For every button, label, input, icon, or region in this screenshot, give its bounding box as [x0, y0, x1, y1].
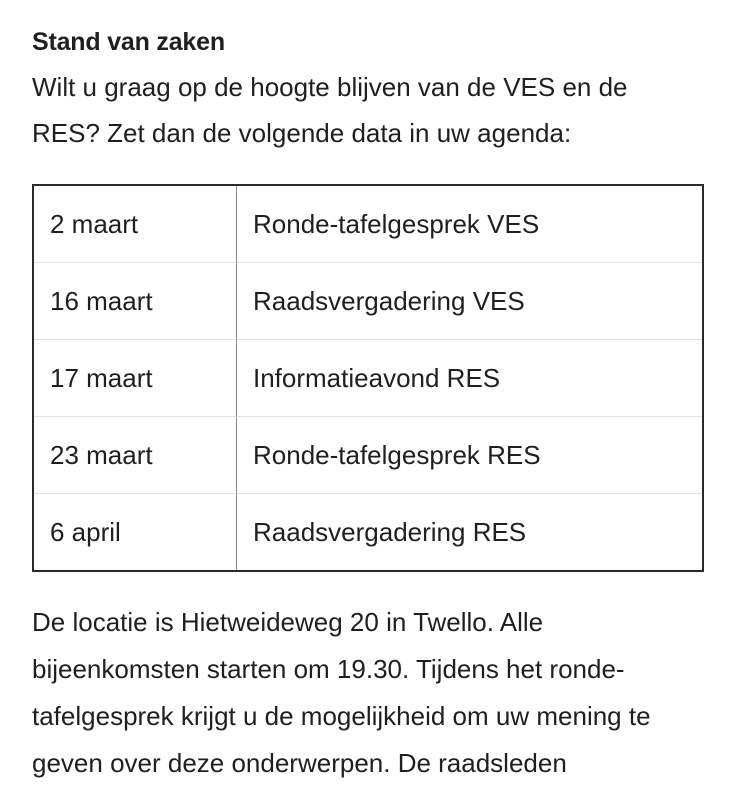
- table-row: [34, 494, 702, 570]
- body-paragraph: De locatie is Hietweideweg 20 in Twello. Alle bijeenkomsten starten om 19.30. Tijdens het ronde-tafelgesprek krijgt u de mogelijkheid om uw mening te geven over deze onderwerpen. De raadsleden: [32, 607, 651, 778]
- intro-paragraph: Wilt u graag op de hoogte blijven van de VES en de RES? Zet dan de volgende data in uw agenda:: [32, 72, 628, 148]
- section-heading: Stand van zaken: [32, 28, 225, 56]
- event-cell: Informatieavond RES: [237, 340, 702, 417]
- date-cell: 16 maart: [34, 263, 237, 340]
- date-cell: 17 maart: [34, 340, 237, 417]
- date-cell: 6 april: [34, 494, 237, 570]
- table-row: [34, 263, 702, 340]
- table-row: [34, 417, 702, 494]
- date-cell: 23 maart: [34, 417, 237, 494]
- schedule-table: [32, 184, 704, 572]
- event-cell: Raadsvergadering RES: [253, 516, 527, 547]
- event-cell: Ronde-tafelgesprek VES: [237, 186, 702, 263]
- article: [32, 22, 702, 787]
- date-cell: 2 maart: [34, 186, 237, 263]
- table-row: [34, 340, 702, 417]
- table-row: [34, 186, 702, 263]
- event-cell: Ronde-tafelgesprek RES: [237, 417, 702, 494]
- event-cell: Raadsvergadering VES: [237, 263, 702, 340]
